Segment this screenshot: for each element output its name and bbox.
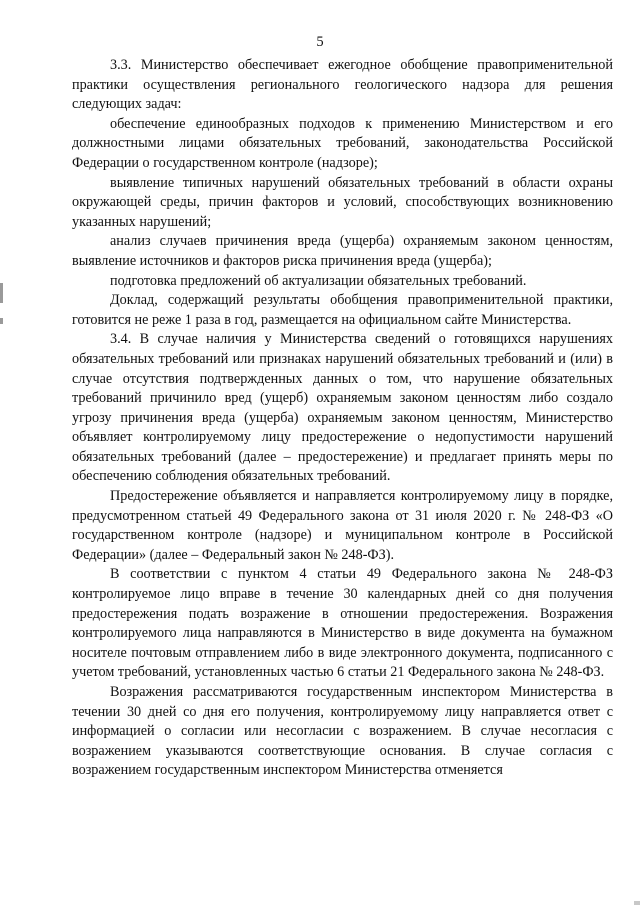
- paragraph-task-harm-analysis: анализ случаев причинения вреда (ущерба) охраняемым законом ценностям, выявление источников и факторов риска причинения вреда (ущерба);: [72, 233, 613, 269]
- paragraph-objection-right: В соответствии с пунктом 4 статьи 49 Федерального закона № 248-ФЗ контролируемое лицо вправе в течение 30 календарных дней со дня получения предостережения подать возражение в отношении предостережения. Возражения контролируемого лица направляются в Министерство в виде документа на бумажном носителе почтовым отправлением либо в виде электронного документа, подписанного с учетом требований, установленных частью 6 статьи 21 Федерального закона № 248-ФЗ.: [72, 566, 613, 681]
- paragraph-objection-review: Возражения рассматриваются государственным инспектором Министерства в течении 30 дней со дня его получения, контролируемому лицу направляется ответ с информацией о согласии или несогласии с возражением. В случае несогласия с возражением указываются соответствующие основания. В случае согласия с возражением государственным инспектором Министерства отменяется: [72, 684, 613, 779]
- scan-edge-mark: [0, 318, 3, 324]
- document-body: [72, 56, 613, 781]
- paragraph-warning-procedure: Предостережение объявляется и направляется контролируемому лицу в порядке, предусмотренном статьей 49 Федерального закона от 31 июля 2020 г. № 248-ФЗ «О государственном контроле (надзоре) и муниципальном контроле в Российской Федерации» (далее – Федеральный закон № 248-ФЗ).: [72, 488, 613, 563]
- page-number: 5: [316, 34, 324, 50]
- paragraph-3-3-intro: 3.3. Министерство обеспечивает ежегодное обобщение правоприменительной практики осуществления регионального геологического надзора для решения следующих задач:: [72, 57, 613, 113]
- paragraph-task-typical-violations: выявление типичных нарушений обязательных требований в области охраны окружающей среды, причин факторов и условий, способствующих возникновению указанных нарушений;: [72, 174, 613, 230]
- paragraph-3-4: 3.4. В случае наличия у Министерства сведений о готовящихся нарушениях обязательных требований или признаках нарушений обязательных требований и (или) в случае отсутствия подтвержденных данных о том, что нарушение обязательных требований причинило вред (ущерб) охраняемым законом ценностям либо создало угрозу причинения вреда (ущерба) охраняемым законом ценностям, Министерство объявляет контролируемому лицу предостережение о недопустимости нарушений обязательных требований (далее – предостережение) и предлагает принять меры по обеспечению соблюдения обязательных требований.: [72, 331, 613, 485]
- paragraph-task-update-proposals: подготовка предложений об актуализации обязательных требований.: [110, 272, 527, 289]
- paragraph-report: Доклад, содержащий результаты обобщения правоприменительной практики, готовится не реже 1 раза в год, размещается на официальном сайте Министерства.: [72, 292, 613, 328]
- scan-edge-mark: [0, 283, 3, 303]
- paragraph-task-uniform-approaches: обеспечение единообразных подходов к применению Министерством и его должностными лицами обязательных требований, законодательства Российской Федерации о государственном контроле (надзоре);: [72, 115, 613, 171]
- scan-corner-mark: [634, 901, 640, 905]
